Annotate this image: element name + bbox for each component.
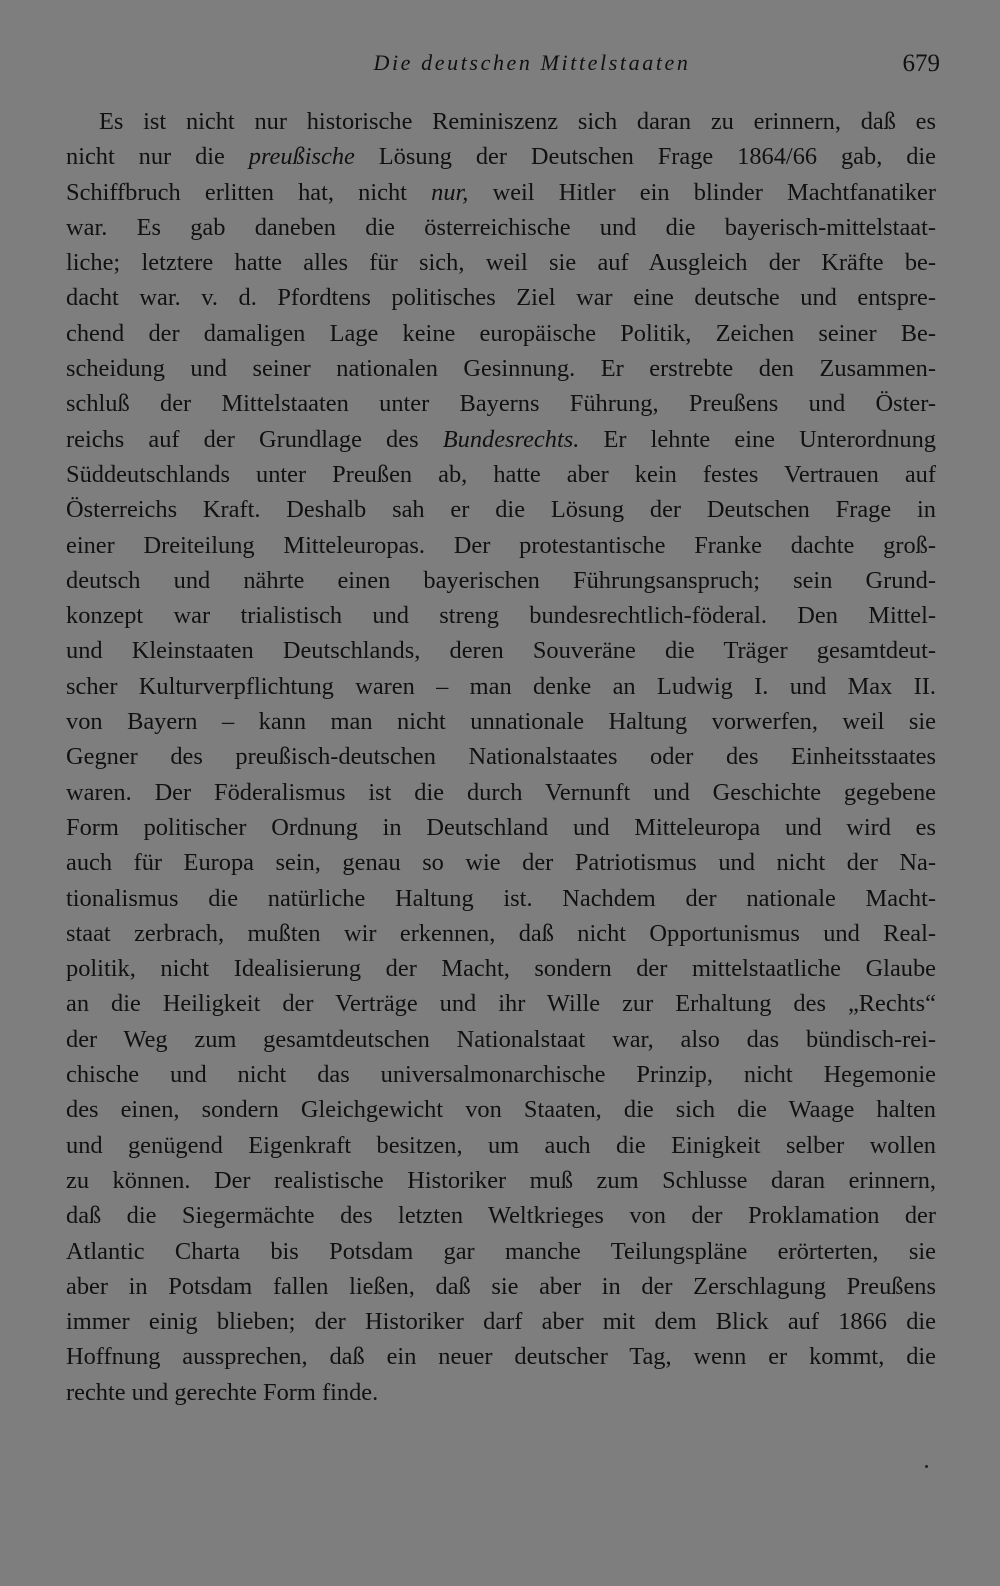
text-line (66, 881, 936, 916)
text-line (66, 845, 936, 880)
text-line (66, 245, 936, 280)
text-line (66, 1375, 936, 1410)
text-line (66, 1128, 936, 1163)
line-text: weil Hitler ein blinder Machtfanatiker (468, 178, 936, 206)
emphasis-text: nur, (431, 178, 469, 206)
line-text: waren. Der Föderalismus ist die durch Vernunft und Geschichte gegebene (66, 778, 936, 806)
page-number: 679 (902, 50, 940, 77)
line-text: deutsch und nährte einen bayerischen Führungsanspruch; sein Grund- (66, 566, 936, 594)
text-line (66, 669, 936, 704)
text-line (66, 704, 936, 739)
line-text: Es ist nicht nur historische Reminiszenz sich daran zu erinnern, daß es (99, 108, 936, 135)
line-text: Hoffnung aussprechen, daß ein neuer deutscher Tag, wenn er kommt, die (66, 1343, 936, 1371)
text-line (66, 1022, 936, 1057)
text-line (66, 739, 936, 774)
line-text: chische und nicht das universalmonarchische Prinzip, nicht Hegemonie (66, 1061, 936, 1089)
text-line (66, 1339, 936, 1374)
body-paragraph (66, 104, 936, 1410)
running-head (64, 50, 940, 86)
text-line (66, 1234, 936, 1269)
text-line (66, 775, 936, 810)
line-text: scher Kulturverpflichtung waren – man denke an Ludwig I. und Max II. (66, 672, 936, 700)
line-text: Schiffbruch erlitten hat, nicht (66, 178, 432, 206)
line-text: Lösung der Deutschen Frage 1864/66 gab, die (354, 143, 936, 171)
line-text: Gegner des preußisch-deutschen Nationalstaates oder des Einheitsstaates (66, 743, 936, 771)
text-line (66, 916, 936, 951)
line-text: auch für Europa sein, genau so wie der Patriotismus und nicht der Na- (66, 849, 936, 877)
line-text: chend der damaligen Lage keine europäische Politik, Zeichen seiner Be- (66, 319, 936, 347)
text-line (66, 1092, 936, 1127)
text-line (66, 104, 936, 139)
line-text: rechte und gerechte Form finde. (66, 1378, 379, 1406)
line-text: dacht war. v. d. Pfordtens politisches Ziel war eine deutsche und entspre- (66, 284, 936, 312)
text-line (66, 598, 936, 633)
line-text: einer Dreiteilung Mitteleuropas. Der protestantische Franke dachte groß- (66, 531, 936, 559)
line-text: tionalismus die natürliche Haltung ist. Nachdem der nationale Macht- (66, 884, 936, 912)
text-line (66, 175, 936, 210)
line-text: reichs auf der Grundlage des (66, 425, 443, 453)
line-text: Österreichs Kraft. Deshalb sah er die Lösung der Deutschen Frage in (66, 496, 936, 524)
text-line (66, 1304, 936, 1339)
line-text: politik, nicht Idealisierung der Macht, sondern der mittelstaatliche Glaube (66, 955, 936, 983)
text-line (66, 351, 936, 386)
text-line (66, 1163, 936, 1198)
line-text: konzept war trialistisch und streng bundesrechtlich-föderal. Den Mittel- (66, 602, 936, 630)
line-text: daß die Siegermächte des letzten Weltkrieges von der Proklamation der (66, 1202, 936, 1230)
line-text: Er lehnte eine Unterordnung (579, 425, 936, 453)
text-line (66, 210, 936, 245)
line-text: staat zerbrach, mußten wir erkennen, daß nicht Opportunismus und Real- (66, 919, 936, 947)
line-text: des einen, sondern Gleichgewicht von Staaten, die sich die Waage halten (66, 1096, 936, 1124)
text-line (66, 139, 936, 174)
line-text: liche; letztere hatte alles für sich, weil sie auf Ausgleich der Kräfte be- (66, 249, 936, 277)
text-line (66, 951, 936, 986)
line-text: schluß der Mittelstaaten unter Bayerns Führung, Preußens und Öster- (66, 390, 936, 418)
text-line (66, 1198, 936, 1233)
line-text: der Weg zum gesamtdeutschen Nationalstaat war, also das bündisch-rei- (66, 1025, 936, 1053)
line-text: und genügend Eigenkraft besitzen, um auch die Einigkeit selber wollen (66, 1131, 936, 1159)
line-text: aber in Potsdam fallen ließen, daß sie aber in der Zerschlagung Preußens (66, 1272, 936, 1300)
line-text: und Kleinstaaten Deutschlands, deren Souveräne die Träger gesamtdeut- (66, 637, 936, 665)
text-line (66, 1269, 936, 1304)
emphasis-text: preußische (248, 143, 355, 171)
text-line (66, 492, 936, 527)
line-text: an die Heiligkeit der Verträge und ihr Wille zur Erhaltung des „Rechts“ (66, 990, 936, 1018)
text-line (66, 810, 936, 845)
line-text: Atlantic Charta bis Potsdam gar manche Teilungspläne erörterten, sie (66, 1237, 936, 1265)
scan-speck (925, 1465, 928, 1468)
emphasis-text: Bundesrechts. (442, 425, 580, 453)
line-text: Form politischer Ordnung in Deutschland und Mitteleuropa und wird es (66, 813, 936, 841)
text-line (66, 280, 936, 315)
text-line (66, 457, 936, 492)
text-line (66, 422, 936, 457)
text-line (66, 386, 936, 421)
line-text: scheidung und seiner nationalen Gesinnung. Er erstrebte den Zusammen- (66, 355, 936, 383)
text-line (66, 1057, 936, 1092)
line-text: zu können. Der realistische Historiker muß zum Schlusse daran erinnern, (66, 1166, 936, 1194)
line-text: Süddeutschlands unter Preußen ab, hatte aber kein festes Vertrauen auf (66, 460, 936, 488)
text-line (66, 528, 936, 563)
line-text: von Bayern – kann man nicht unnationale Haltung vorwerfen, weil sie (66, 708, 936, 736)
text-line (66, 563, 936, 598)
text-line (66, 633, 936, 668)
text-line (66, 986, 936, 1021)
line-text: nicht nur die (66, 143, 249, 171)
line-text: immer einig blieben; der Historiker darf aber mit dem Blick auf 1866 die (66, 1308, 936, 1336)
text-line (66, 316, 936, 351)
line-text: war. Es gab daneben die österreichische und die bayerisch-mittelstaat- (66, 213, 936, 241)
running-head-title: Die deutschen Mittelstaaten (373, 50, 691, 75)
